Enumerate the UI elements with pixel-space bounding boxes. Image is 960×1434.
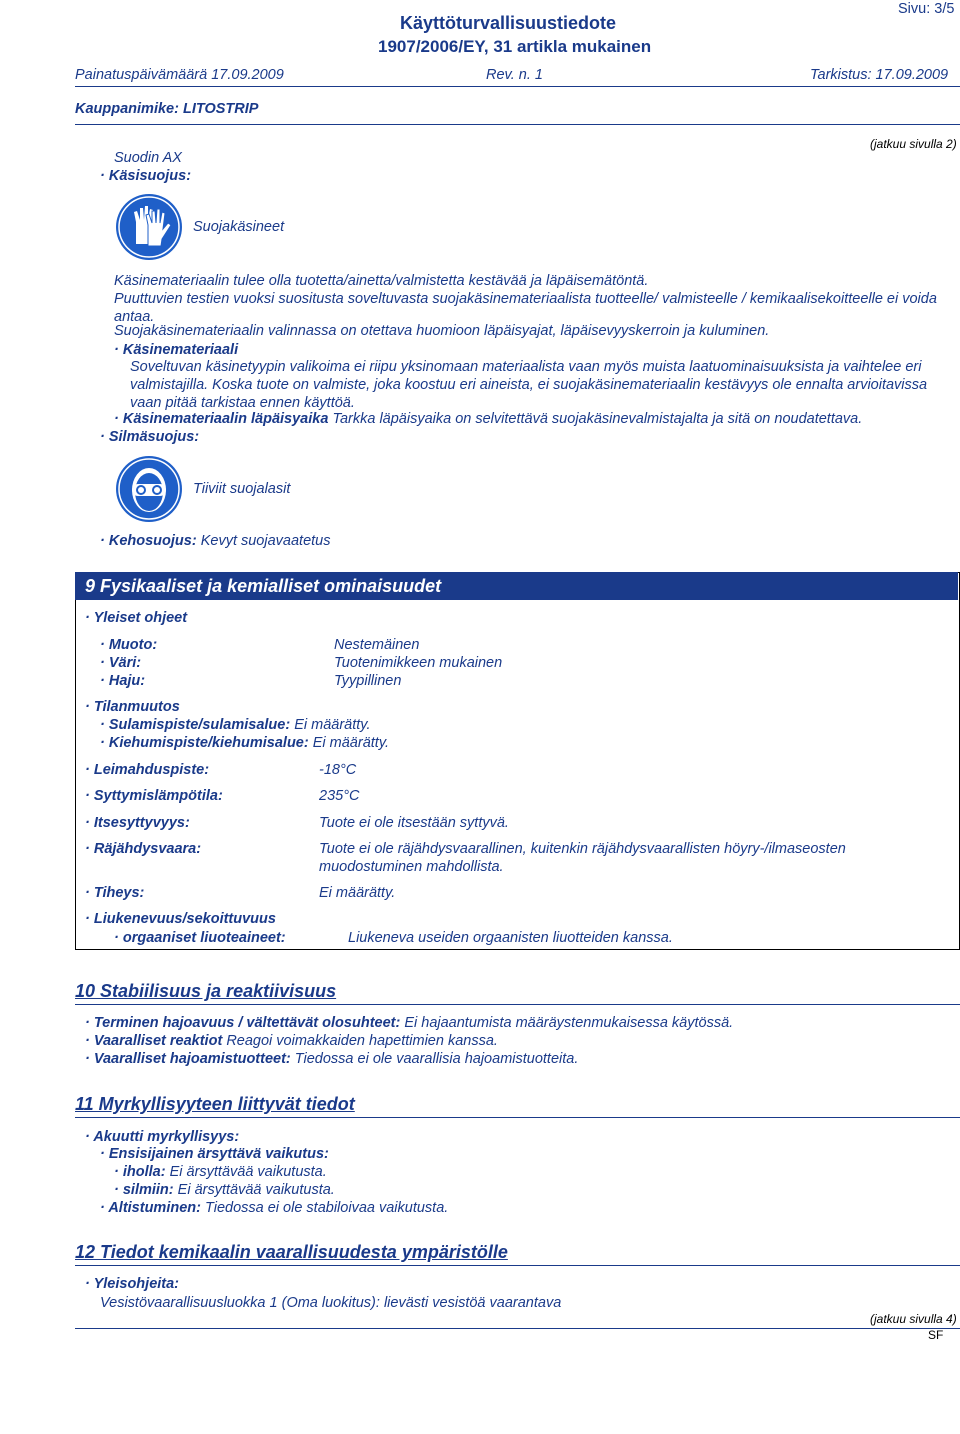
- goggles-caption: Tiiviit suojalasit: [193, 481, 291, 497]
- ignition-label: · Syttymislämpötila:: [85, 788, 223, 804]
- color-value: Tuotenimikkeen mukainen: [334, 655, 503, 671]
- hand-para-3: Suojakäsinemateriaalin valinnassa on otettava huomioon läpäisyajat, läpäisevyyskerroin ja kuluminen.: [114, 323, 770, 339]
- eye-effect-row: [114, 1181, 335, 1199]
- glove-material-text: Soveltuvan käsinetyypin valikoima ei riipu yksinomaan materiaalista vaan myös muista laatuominaisuuksista ja vaihtelee eri valmistajilla. Koska tuote on valmiste, joka koostuu eri aineista, ei suojakäsinemateriaalin kestävyys ole ennalta arvioitavissa vaan pitää tarkistaa ennen käyttöä.: [130, 359, 928, 411]
- form-value: Nestemäinen: [334, 637, 420, 653]
- revision: Rev. n. 1: [486, 67, 543, 83]
- form-label: · Muoto:: [100, 637, 158, 653]
- language-code: SF: [928, 1328, 944, 1342]
- section-10-title: 10 Stabiilisuus ja reaktiivisuus: [75, 981, 337, 1001]
- hand-para-2: Puuttuvien testien vuoksi suositusta soveltuvasta suojakäsinemateriaalista tuotteelle/ valmisteelle / kemikaalisekoitteelle ei voida antaa.: [114, 291, 937, 325]
- body-protection: [100, 532, 330, 550]
- penetration-time: [114, 410, 862, 428]
- density-value: Ei määrätty.: [319, 885, 396, 901]
- reactions-row: [85, 1032, 498, 1050]
- organic-solvents-value: Liukeneva useiden orgaanisten liuotteiden kanssa.: [348, 930, 673, 946]
- print-date: Painatuspäivämäärä 17.09.2009: [75, 67, 284, 83]
- skin-value: Ei ärsyttävää vaikutusta.: [169, 1164, 327, 1180]
- reactions-value: Reagoi voimakkaiden hapettimien kanssa.: [226, 1033, 498, 1049]
- section-11-divider: [75, 1117, 960, 1118]
- reactions-label: · Vaaralliset reaktiot: [85, 1033, 223, 1049]
- odor-value: Tyypillinen: [334, 673, 402, 689]
- decomp-products-value: Tiedossa ei ole vaarallisia hajoamistuotteita.: [294, 1051, 579, 1067]
- decomp-products-label: · Vaaralliset hajoamistuotteet:: [85, 1051, 291, 1067]
- general-info-label: · Yleiset ohjeet: [85, 610, 188, 626]
- document-title: Käyttöturvallisuustiedote: [400, 13, 617, 33]
- hand-protection-label: · Käsisuojus:: [100, 168, 192, 184]
- section-9-header: [75, 572, 958, 600]
- section-11-title: 11 Myrkyllisyyteen liittyvät tiedot: [75, 1094, 355, 1114]
- filter-text: Suodin AX: [114, 150, 182, 166]
- boiling-value: Ei määrätty.: [312, 735, 390, 751]
- trade-divider: [75, 124, 960, 125]
- body-protection-text: Kevyt suojavaatetus: [200, 533, 331, 549]
- penetration-text: Tarkka läpäisyaika on selvitettävä suojakäsinevalmistajalta ja sitä on noudatettava.: [332, 411, 863, 427]
- eye-effect-label: · silmiin:: [114, 1182, 174, 1198]
- check-date: Tarkistus: 17.09.2009: [810, 67, 949, 83]
- trade-name: Kauppanimike: LITOSTRIP: [75, 101, 259, 117]
- color-label: · Väri:: [100, 655, 142, 671]
- header-divider: [75, 86, 960, 87]
- general-notes-value: Vesistövaarallisuusluokka 1 (Oma luokitus): lievästi vesistöä vaarantava: [100, 1295, 562, 1311]
- penetration-label: · Käsinemateriaalin läpäisyaika: [114, 411, 329, 427]
- flash-point-label: · Leimahduspiste:: [85, 762, 210, 778]
- decomposition-value: Ei hajaantumista määräystenmukaisessa käytössä.: [404, 1015, 734, 1031]
- section-12-divider: [75, 1265, 960, 1266]
- footer-divider: [75, 1328, 960, 1329]
- glove-material-label: · Käsinemateriaali: [114, 342, 239, 358]
- solubility-label: · Liukenevuus/sekoittuvuus: [85, 911, 276, 927]
- melting-value: Ei määrätty.: [294, 717, 371, 733]
- document-subtitle: 1907/2006/EY, 31 artikla mukainen: [378, 37, 652, 56]
- goggles-icon: [114, 454, 184, 524]
- eye-effect-value: Ei ärsyttävää vaikutusta.: [177, 1182, 335, 1198]
- body-protection-label: · Kehosuojus:: [100, 533, 197, 549]
- decomposition-label: · Terminen hajoavuus / vältettävät olosuhteet:: [85, 1015, 401, 1031]
- decomp-products-row: [85, 1050, 578, 1068]
- skin-label: · iholla:: [114, 1164, 166, 1180]
- skin-row: [114, 1163, 327, 1181]
- odor-label: · Haju:: [100, 673, 146, 689]
- gloves-icon: [114, 192, 184, 262]
- boiling-label: · Kiehumispiste/kiehumisalue:: [100, 735, 309, 751]
- organic-solvents-label: · orgaaniset liuoteaineet:: [114, 930, 286, 946]
- gloves-caption: Suojakäsineet: [193, 219, 285, 235]
- section-9-title: 9 Fysikaaliset ja kemialliset ominaisuudet: [85, 576, 442, 596]
- ignition-value: 235°C: [319, 788, 360, 804]
- boiling-row: [100, 734, 389, 752]
- explosion-value: Tuote ei ole räjähdysvaarallinen, kuitenkin räjähdysvaarallisten höyry-/ilmaseosten muodostuminen mahdollista.: [319, 841, 846, 875]
- continued-to: (jatkuu sivulla 4): [870, 1312, 957, 1326]
- melting-label: · Sulamispiste/sulamisalue:: [100, 717, 291, 733]
- sensitization-label: · Altistuminen:: [100, 1200, 201, 1216]
- general-notes-label: · Yleisohjeita:: [85, 1276, 180, 1292]
- hand-para-1: Käsinemateriaalin tulee olla tuotetta/ainetta/valmistetta kestävää ja läpäisemätöntä.: [114, 273, 649, 289]
- page-number: Sivu: 3/5: [898, 1, 955, 17]
- flash-point-value: -18°C: [319, 762, 357, 778]
- sensitization-value: Tiedossa ei ole stabiloivaa vaikutusta.: [205, 1200, 449, 1216]
- self-ignition-value: Tuote ei ole itsestään syttyvä.: [319, 815, 509, 831]
- decomposition-row: [85, 1014, 733, 1032]
- section-12-title: 12 Tiedot kemikaalin vaarallisuudesta ympäristölle: [75, 1242, 508, 1262]
- self-ignition-label: · Itsesyttyvyys:: [85, 815, 190, 831]
- sensitization-row: [100, 1199, 448, 1217]
- section-10-divider: [75, 1004, 960, 1005]
- explosion-label: · Räjähdysvaara:: [85, 841, 202, 857]
- continued-from: (jatkuu sivulla 2): [870, 137, 957, 151]
- acute-toxicity-label: · Akuutti myrkyllisyys:: [85, 1129, 240, 1145]
- melting-row: [100, 716, 371, 734]
- state-change-label: · Tilanmuutos: [85, 699, 180, 715]
- primary-irritant-label: · Ensisijainen ärsyttävä vaikutus:: [100, 1146, 329, 1162]
- density-label: · Tiheys:: [85, 885, 145, 901]
- eye-protection-label: · Silmäsuojus:: [100, 429, 200, 445]
